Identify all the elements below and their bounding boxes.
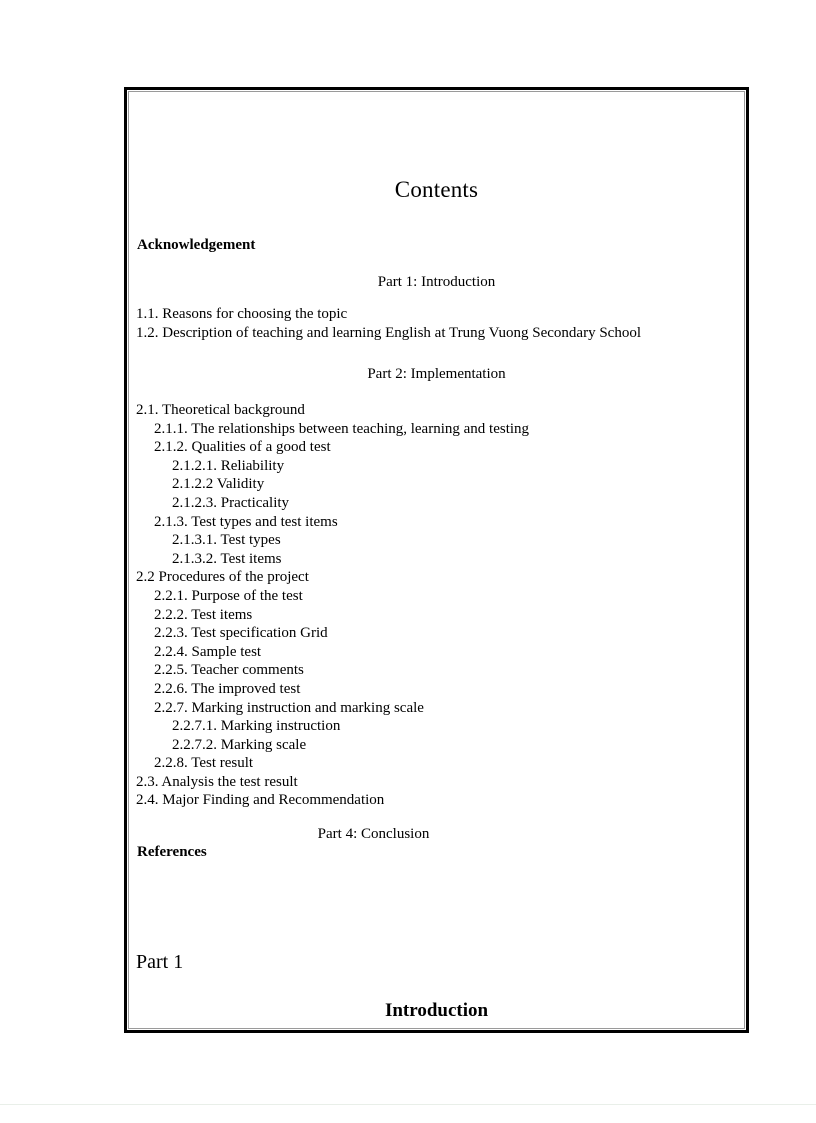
toc-entry: 2.2.2. Test items: [154, 606, 253, 623]
toc-entry: 2.2.5. Teacher comments: [154, 662, 304, 679]
toc-entry: 2.1.2. Qualities of a good test: [154, 439, 331, 456]
toc-list-part1: [127, 305, 746, 342]
toc-entry: 2.1.3. Test types and test items: [154, 513, 338, 530]
toc-entry: 2.1.2.2 Validity: [172, 476, 265, 493]
toc-entry: 2.1.3.2. Test items: [172, 550, 282, 567]
toc-entry: 2.2 Procedures of the project: [136, 569, 309, 586]
toc-entry: 2.2.6. The improved test: [154, 680, 301, 697]
part-heading-part1: Part 1: Introduction: [377, 274, 496, 290]
toc-entry: 2.2.1. Purpose of the test: [154, 587, 303, 604]
section-heading-acknowledgement: Acknowledgement: [137, 237, 256, 253]
toc-entry: 1.2. Description of teaching and learning English at Trung Vuong Secondary School: [136, 324, 641, 341]
toc-entry: 2.2.8. Test result: [154, 755, 254, 772]
footer-part-label: Part 1: [136, 951, 184, 973]
toc-entry: 2.2.7.2. Marking scale: [172, 736, 307, 753]
toc-entry: 2.2.4. Sample test: [154, 643, 262, 660]
page-border-frame: [124, 87, 749, 1033]
footer-part-title: Introduction: [384, 1000, 489, 1021]
toc-entry: 2.1.3.1. Test types: [172, 532, 281, 549]
toc-entry: 2.3. Analysis the test result: [136, 773, 298, 790]
part-heading-part4: Part 4: Conclusion: [317, 826, 430, 842]
toc-list-part2: [127, 401, 746, 810]
toc-entry: 1.1. Reasons for choosing the topic: [136, 306, 348, 322]
toc-entry: 2.2.7. Marking instruction and marking scale: [154, 699, 424, 716]
toc-entry: 2.1.1. The relationships between teaching, learning and testing: [154, 420, 530, 437]
document-content-area: [127, 90, 746, 1030]
toc-entry: 2.2.7.1. Marking instruction: [172, 718, 341, 735]
part-heading-part2: Part 2: Implementation: [367, 366, 506, 382]
scan-artifact-line: [0, 1104, 816, 1105]
toc-entry: 2.1. Theoretical background: [136, 402, 305, 418]
page-title: Contents: [394, 177, 479, 202]
toc-entry: 2.2.3. Test specification Grid: [154, 625, 328, 642]
toc-entry: 2.1.2.3. Practicality: [172, 494, 290, 511]
toc-entry: 2.4. Major Finding and Recommendation: [136, 792, 385, 809]
section-heading-references: References: [137, 844, 207, 860]
toc-entry: 2.1.2.1. Reliability: [172, 457, 285, 474]
